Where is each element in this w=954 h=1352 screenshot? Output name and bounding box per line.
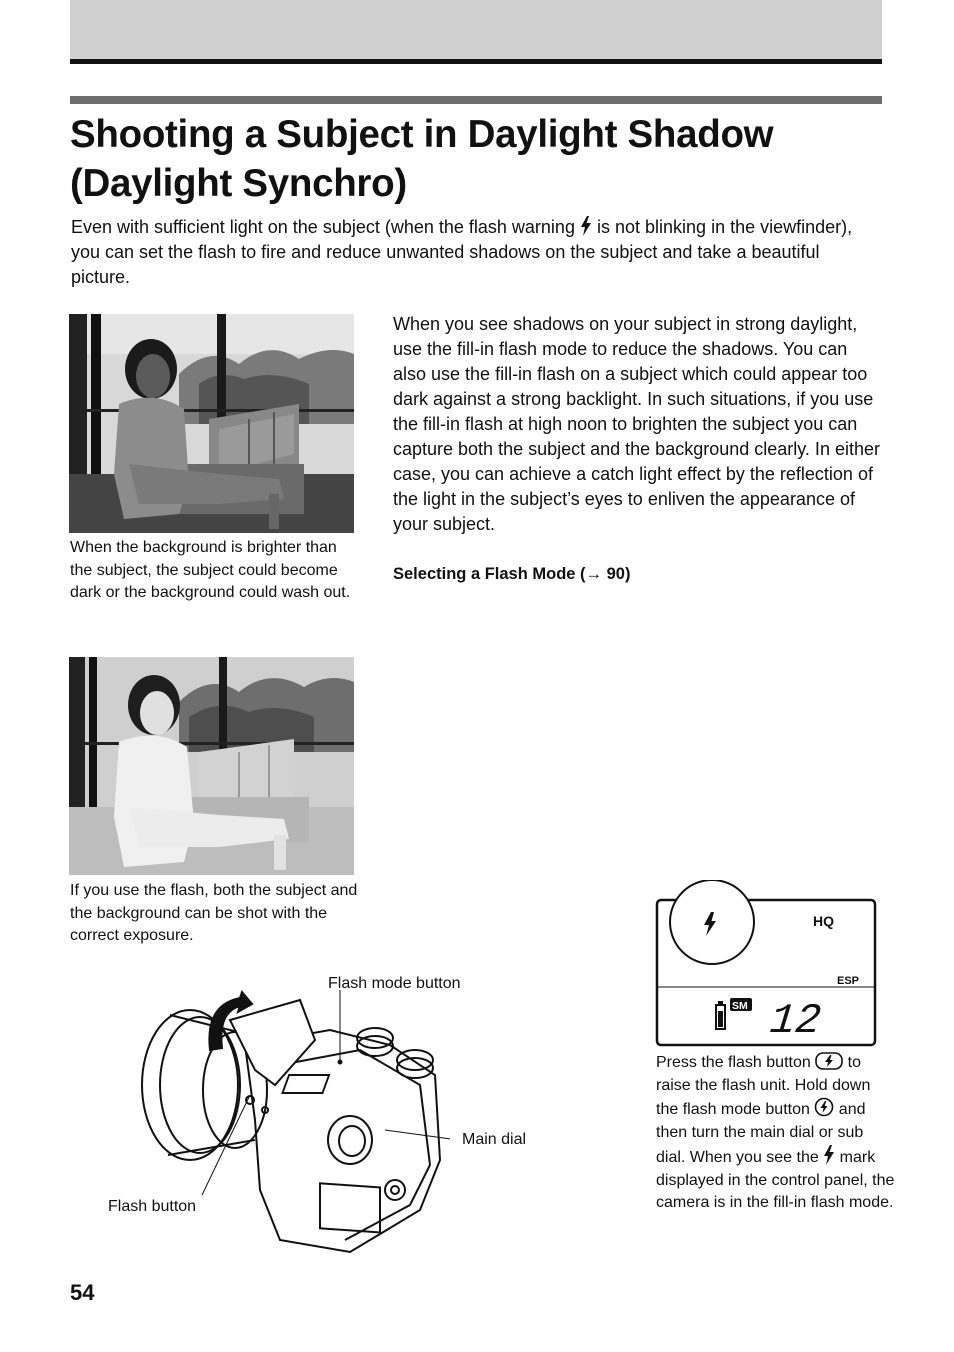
main-dial-label: Main dial [462,1131,527,1148]
flash-button-icon [815,1052,843,1070]
control-panel-display [655,880,880,1048]
control-panel-caption [656,1052,896,1215]
title-rule [70,96,882,104]
battery-icon [716,1001,725,1029]
photo-subject-without-flash [69,314,354,533]
page-number: 54 [70,1280,95,1305]
page-title-line1: Shooting a Subject in Daylight Shadow [70,113,774,156]
photo2-caption: If you use the flash, both the subject and the background can be shot with the correct exposure. [70,882,358,945]
sm-indicator: SM [732,1000,748,1012]
intro-paragraph [71,215,871,290]
cp-caption-2: to raise the flash unit. Hold down the flash mode button [656,1054,871,1119]
header-rule [70,59,882,64]
page-title-line2: (Daylight Synchro) [70,162,407,205]
intro-text-1: Even with sufficient light on the subject (when the flash warning [71,217,575,237]
flash-icon [580,216,592,236]
cp-caption-1: Press the flash button [656,1054,811,1071]
intro-text-2: is not blinking in the viewfinder), you can set the flash to fire and reduce unwanted shadows on the subject and take a beautiful picture. [71,217,853,287]
esp-indicator: ESP [837,975,860,987]
cp-caption-4: mark displayed in the control panel, the camera is in the fill-in flash mode. [656,1148,895,1212]
flash-mode-button-icon [814,1097,834,1117]
flash-button-label: Flash button [108,1198,197,1215]
body-paragraph: When you see shadows on your subject in strong daylight, use the fill-in flash mode to reduce the shadows. You can also use the fill-in flash on a subject which could appear too dark against a strong backlight. In such situations, if you use the fill-in flash at high noon to brighten the subject you can capture both the subject and the background clearly. In either case, you can achieve a catch light effect by the reflection of the light in the subject’s eyes to enliven the appearance of your subject. [393,314,880,534]
flash-mode-reference-link[interactable]: Selecting a Flash Mode (→ 90) [393,565,631,583]
header-band [70,0,882,59]
flash-mode-button-label: Flash mode button [328,975,461,992]
flash-unit [230,1000,315,1085]
frame-counter: 12 [767,997,824,1045]
photo-subject-with-flash [69,657,354,875]
page-title [70,110,900,208]
camera-diagram [130,990,450,1260]
photo1-caption: When the background is brighter than the subject, the subject could become dark or the background could wash out. [70,539,351,602]
flash-icon-inline [823,1145,835,1165]
cp-caption-3: and then turn the main dial or sub dial. When you see the [656,1101,866,1166]
hq-indicator: HQ [813,913,834,929]
